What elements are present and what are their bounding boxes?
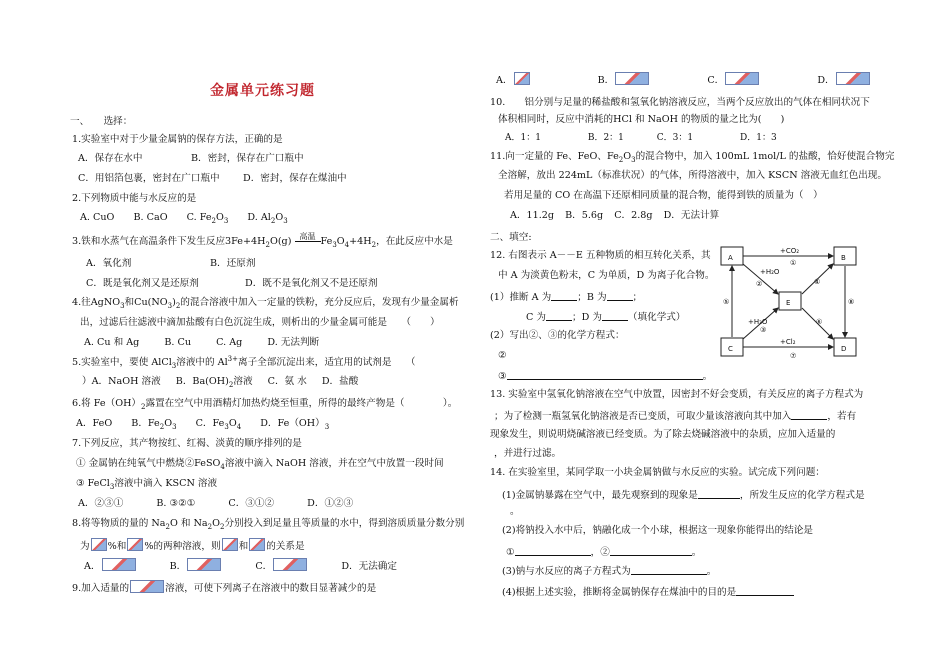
q6-stem: 6.将 $Fe(OH)_2$露置在空气中用酒精灯加热灼烧至恒重，所得的最终产物是（ ）。 (72, 398, 458, 411)
q3-option-b: B．还原剂 (210, 258, 256, 269)
answer-blank[interactable] (631, 564, 707, 575)
q11-option-c: C．2.8g (614, 210, 653, 221)
answer-blank[interactable] (610, 545, 692, 556)
q13-line1: 13. 实验室中氢氧化钠溶液在空气中放置，因密封不好会变质，有关反应的离子方程式为 (490, 389, 864, 400)
q9-option-c: C． (707, 75, 760, 86)
q7-option-a: A．②③① (78, 498, 124, 509)
q4-option-b: B. Cu (164, 337, 192, 348)
answer-blank[interactable] (507, 369, 703, 380)
q2-stem: 2.下列物质中能与水反应的是 (72, 193, 197, 204)
q8-option-b: B． (170, 561, 223, 572)
q4-option-a: A. Cu 和 Ag (84, 337, 140, 348)
formula-image (130, 580, 164, 593)
answer-blank[interactable] (602, 310, 628, 321)
q8-line2: 为 %和 %的两种溶液，则 和 的关系是 (80, 538, 305, 553)
q4-option-d: D. 无法判断 (267, 337, 320, 348)
q11-line2: 全溶解，放出 224mL（标准状况）的气体，所得溶液中，加入 KSCN 溶液无血红色出现。 (498, 170, 887, 181)
q12-line4: C 为 ；D 为 （填化学式） (526, 312, 686, 323)
label-n7: ⑦ (790, 352, 797, 360)
q9-options (496, 72, 871, 87)
q4-options (84, 337, 319, 349)
q5-line1: 5.实验室中，要使 AlCl$_3$溶液中的 $Al^{3+}$离子全部沉淀出来，适宜用的试剂是 （ (72, 354, 416, 370)
q10-line2: 体积相同时，反应中消耗的HCl 和 NaOH 的物质的量之比为( ) (498, 114, 785, 125)
q12-line6: ② (498, 350, 507, 361)
q6-option-c: C．$Fe_3O_4$ (195, 418, 242, 431)
q12-line5: (2）写出②、③的化学方程式： (490, 330, 625, 341)
q12-line1: 12. 右图表示 A－－E 五种物质的相互转化关系，其 (490, 250, 711, 261)
q1-option-c: C．用铝箔包裹，密封在广口瓶中 (78, 173, 220, 184)
node-d: D (841, 345, 847, 353)
q3-stem: 3.铁和水蒸气在高温条件下发生反应$3Fe+4H_2O(g)$ 高温 $Fe_3O_4+4H_2$，在此反应中水是 (72, 232, 453, 249)
node-c: C (728, 345, 733, 353)
q11-option-a: A．11.2g (510, 210, 555, 221)
formula-image (273, 558, 307, 571)
q11-options (510, 210, 719, 222)
q14-part2-answers: ① ，② 。 (506, 547, 702, 558)
q10-line1: 10. 铝分别与足量的稀盐酸和氢氧化钠溶液反应，当两个反应放出的气体在相同状况下 (490, 97, 870, 108)
label-n5: ⑤ (723, 298, 730, 306)
answer-blank[interactable] (791, 409, 827, 420)
q6-options (76, 418, 329, 430)
q3-option-c: C．既是氧化剂又是还原剂 (86, 278, 199, 289)
q8-option-c: C． (255, 561, 308, 572)
formula-image (187, 558, 221, 571)
answer-blank[interactable] (546, 310, 572, 321)
q3-option-a: A．氧化剂 (86, 258, 132, 269)
page-title: 金属单元练习题 (210, 83, 315, 99)
q2-option-d: D. $Al_2O_3$ (247, 212, 288, 225)
label-h2o-top: +H₂O (760, 268, 780, 276)
q8-option-a: A． (84, 561, 137, 572)
section-fill-heading: 二、填空: (490, 232, 532, 243)
section-choice-heading: 一、 选择： (70, 116, 133, 127)
q10-options (505, 132, 777, 144)
answer-blank[interactable] (607, 290, 633, 301)
label-n8: ⑧ (848, 298, 855, 306)
label-n4: ④ (814, 278, 821, 286)
formula-image (127, 538, 143, 551)
formula-image (836, 72, 870, 85)
q1-option-b: B．密封，保存在广口瓶中 (191, 153, 304, 164)
answer-blank[interactable] (551, 290, 577, 301)
q5-options (82, 376, 358, 388)
q7-line3: ③ FeCl$_3$溶液中滴入 KSCN 溶液 (76, 478, 218, 491)
q11-line1: 11.向一定量的 Fe、FeO、$Fe_2O_3$的混合物中，加入 100mL 1mol/L 的盐酸，恰好使混合物完 (490, 151, 895, 164)
formula-image (514, 72, 530, 85)
answer-blank[interactable] (698, 488, 740, 499)
q7-option-c: C．③①② (228, 498, 275, 509)
q5-option-b: B．$Ba(OH)_2$溶液 (175, 376, 253, 389)
q10-option-d: D．1：3 (740, 133, 777, 143)
q4-option-c: C. Ag (216, 337, 243, 348)
label-n3: ③ (760, 326, 767, 334)
q12-line7: ③ 。 (498, 371, 713, 382)
q14-part4: (4)根据上述实验，推断将金属钠保存在煤油中的目的是 (502, 585, 794, 599)
q3-option-d: D．既不是氧化剂又不是还原剂 (245, 278, 378, 289)
label-h2o-mid: +H₂O (748, 318, 768, 326)
q7-stem: 7.下列反应，其产物按红、红褐、淡黄的顺序排列的是 (72, 438, 302, 449)
reaction-condition: 高温 (295, 232, 321, 242)
q14-part2: (2)将钠投入水中后，钠融化成一个小球，根据这一现象你能得出的结论是 (502, 525, 813, 536)
q5-option-d: D．盐酸 (321, 376, 359, 387)
q12-line3: (1）推断 A 为 ；B 为 ； (490, 292, 643, 303)
q11-option-b: B．5.6g (565, 210, 604, 221)
formula-image (222, 538, 238, 551)
formula-image (615, 72, 649, 85)
q14-part1-end: 。 (510, 506, 520, 517)
q9-option-d: D． (817, 75, 870, 86)
q14-stem: 14. 在实验室里，某同学取一小块金属钠做与水反应的实验。试完成下列问题： (490, 467, 825, 478)
q6-option-d: D．$Fe(OH)_3$ (260, 418, 330, 431)
q13-line2: ；为了检测一瓶氢氧化钠溶液是否已变质，可取少量该溶液向其中加入 ，若有 (494, 411, 857, 422)
q2-option-c: C. $Fe_2O_3$ (186, 212, 229, 225)
q13-line4: ，并进行过滤。 (494, 448, 562, 459)
node-b: B (841, 254, 846, 262)
q5-option-c: C．氨 水 (267, 376, 307, 387)
label-cl2: +Cl₂ (780, 338, 796, 346)
q14-part1: (1)金属钠暴露在空气中，最先观察到的现象是 ，所发生反应的化学方程式是 (502, 490, 865, 501)
q2-option-a: A. CuO (80, 212, 115, 223)
q2-option-b: B. CaO (133, 212, 168, 223)
q1-stem: 1.实验室中对于少量金属钠的保存方法，正确的是 (72, 134, 283, 145)
q12-line2: 中 A 为淡黄色粉末，C 为单质，D 为离子化合物。 (498, 270, 715, 281)
reaction-diagram (718, 244, 864, 360)
formula-image (725, 72, 759, 85)
q9-stem: 9.加入适量的 溶液，可使下列离子在溶液中的数目显著减少的是 (72, 580, 376, 595)
q8-options (84, 558, 397, 573)
answer-blank[interactable] (515, 545, 591, 556)
q9-option-a: A． (496, 75, 531, 86)
label-n6: ⑥ (816, 318, 823, 326)
answer-blank[interactable] (736, 585, 794, 596)
q8-option-d: D．无法确定 (341, 561, 397, 572)
q2-options (80, 212, 288, 224)
label-n1: ① (790, 259, 797, 267)
q6-option-a: A．FeO (76, 418, 113, 429)
label-co2: +CO₂ (780, 247, 800, 255)
node-a: A (728, 254, 733, 262)
q1-option-a: A．保存在水中 (78, 153, 143, 164)
q8-line1: 8.将等物质的量的 $Na_2O$ 和 $Na_2O_2$分别投入到足量且等质量的水中，得到溶质质量分数分别 (72, 518, 465, 531)
formula-image (91, 538, 107, 551)
q7-line2: ① 金属钠在纯氧气中燃烧②FeSO$_4$溶液中滴入 NaOH 溶液，并在空气中放置一段时间 (76, 458, 444, 471)
label-n2: ② (756, 280, 763, 288)
node-e: E (786, 299, 791, 307)
q6-option-b: B．$Fe_2O_3$ (131, 418, 177, 431)
q10-option-c: C．3：1 (656, 133, 694, 143)
q10-option-b: B．2：1 (587, 133, 624, 143)
q4-line1: 4.往AgNO$_3$和$Cu(NO_3)_2$的混合溶液中加入一定量的铁粉，充分反应后，发现有少量金属析 (72, 297, 459, 310)
q14-part3: (3)钠与水反应的离子方程式为 。 (502, 566, 717, 577)
q11-option-d: D．无法计算 (663, 210, 720, 221)
q7-option-b: B. ③②① (156, 498, 196, 509)
q7-option-d: D．①②③ (307, 498, 354, 509)
formula-image (249, 538, 265, 551)
q9-option-b: B． (598, 75, 651, 86)
formula-image (102, 558, 136, 571)
q1-option-d: D．密封，保存在煤油中 (243, 173, 347, 184)
q13-line3: 现象发生，则说明烧碱溶液已经变质。为了除去烧碱溶液中的杂质，应加入适量的 (490, 429, 836, 440)
q5-option-a: ）A．NaOH 溶液 (82, 376, 161, 387)
q10-option-a: A．1：1 (505, 133, 541, 143)
q7-options (78, 498, 353, 510)
q11-line3: 若用足量的 CO 在高温下还原相同质量的混合物，能得到铁的质量为（ ） (504, 190, 823, 201)
q4-line2: 出，过滤后往滤液中滴加盐酸有白色沉淀生成，则析出的少量金属可能是 （ ） (80, 317, 440, 328)
